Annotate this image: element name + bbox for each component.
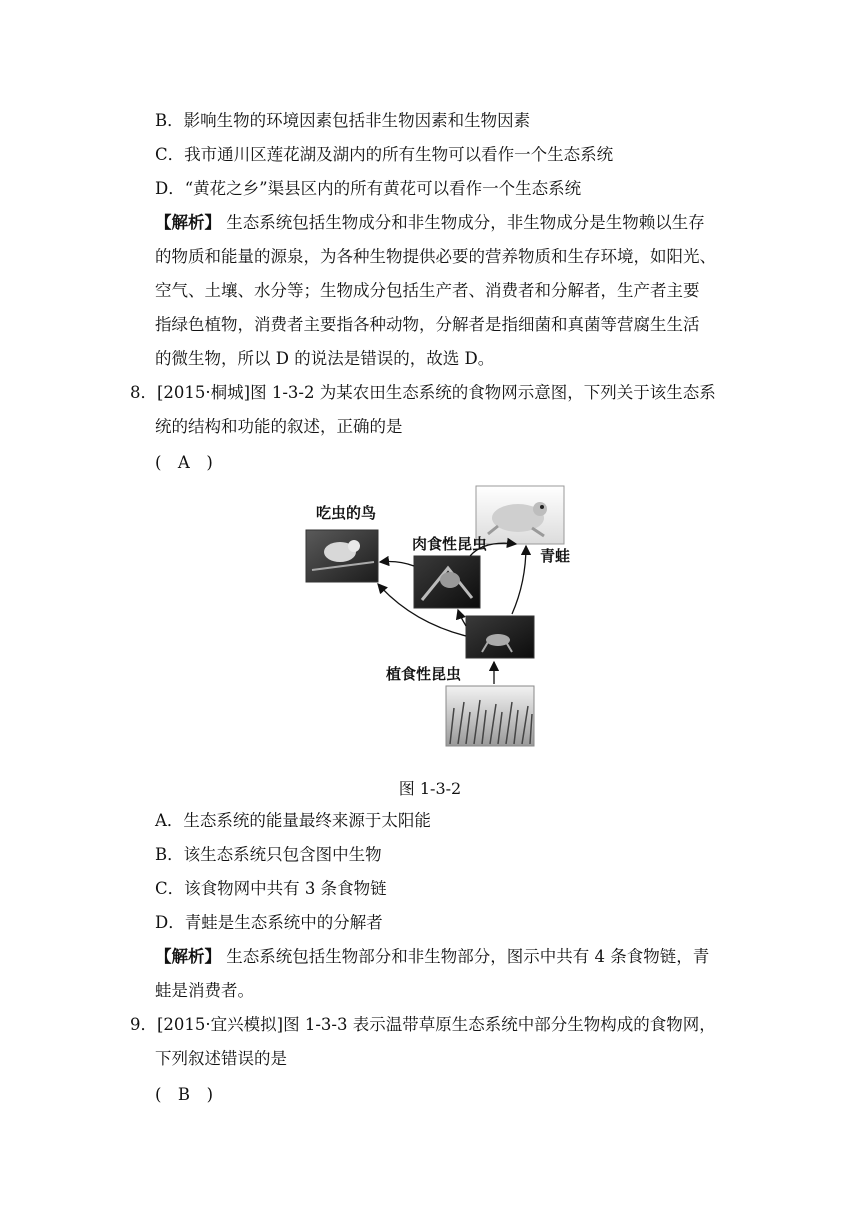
- analysis-text: 生态系统包括生物部分和非生物部分，图示中共有 4 条食物链，青: [226, 947, 710, 966]
- frog-image: [476, 486, 564, 544]
- analysis-tag: 【解析】: [155, 213, 221, 232]
- label-frog: 青蛙: [540, 547, 571, 565]
- option-a: A．生态系统的能量最终来源于太阳能: [155, 811, 431, 830]
- analysis-line: [155, 212, 705, 234]
- arrow-carnivore-to-bird: [380, 562, 414, 567]
- option-b: B．该生态系统只包含图中生物: [155, 845, 382, 864]
- analysis-line: 的微生物，所以 D 的说法是错误的，故选 D。: [155, 349, 495, 368]
- label-carnivore-insect: 肉食性昆虫: [412, 535, 488, 553]
- question-8-stem: 统的结构和功能的叙述，正确的是: [155, 417, 403, 436]
- label-herbivore-insect: 植食性昆虫: [386, 665, 462, 683]
- option-d: D．“黄花之乡”渠县区内的所有黄花可以看作一个生态系统: [155, 179, 582, 198]
- analysis-line: 蛙是消费者。: [155, 981, 254, 1000]
- arrow-herbivore-to-frog: [512, 546, 526, 614]
- analysis-line: [155, 946, 709, 968]
- analysis-line: 指绿色植物，消费者主要指各种动物，分解者是指细菌和真菌等营腐生生活: [155, 315, 700, 334]
- question-8-stem: 8．[2015·桐城]图 1-3-2 为某农田生态系统的食物网示意图，下列关于该生态系: [130, 383, 716, 402]
- option-d: D．青蛙是生态系统中的分解者: [155, 913, 383, 932]
- option-b: B．影响生物的环境因素包括非生物因素和生物因素: [155, 111, 531, 130]
- question-8-answer: ( A ): [155, 453, 213, 472]
- option-c: C．该食物网中共有 3 条食物链: [155, 879, 387, 898]
- herbivorous-insect-image: [466, 616, 534, 658]
- question-9-stem: 下列叙述错误的是: [155, 1049, 287, 1068]
- arrow-herbivore-to-carnivore: [458, 610, 466, 626]
- figure-caption: 图 1-3-2: [398, 779, 462, 798]
- option-c: C．我市通川区莲花湖及湖内的所有生物可以看作一个生态系统: [155, 145, 614, 164]
- analysis-line: 空气、土壤、水分等；生物成分包括生产者、消费者和分解者，生产者主要: [155, 281, 700, 300]
- grass-image: [446, 686, 534, 746]
- food-web-figure: [300, 482, 580, 752]
- carnivorous-insect-image: [414, 556, 480, 608]
- question-9-answer: ( B ): [155, 1085, 213, 1104]
- analysis-tag: 【解析】: [155, 947, 221, 966]
- bird-image: [306, 530, 378, 582]
- analysis-line: 的物质和能量的源泉，为各种生物提供必要的营养物质和生存环境，如阳光、: [155, 247, 716, 266]
- question-9-stem: 9．[2015·宜兴模拟]图 1-3-3 表示温带草原生态系统中部分生物构成的食物网，: [130, 1015, 716, 1034]
- analysis-text: 生态系统包括生物成分和非生物成分，非生物成分是生物赖以生存: [226, 213, 705, 232]
- label-bird: 吃虫的鸟: [316, 504, 377, 522]
